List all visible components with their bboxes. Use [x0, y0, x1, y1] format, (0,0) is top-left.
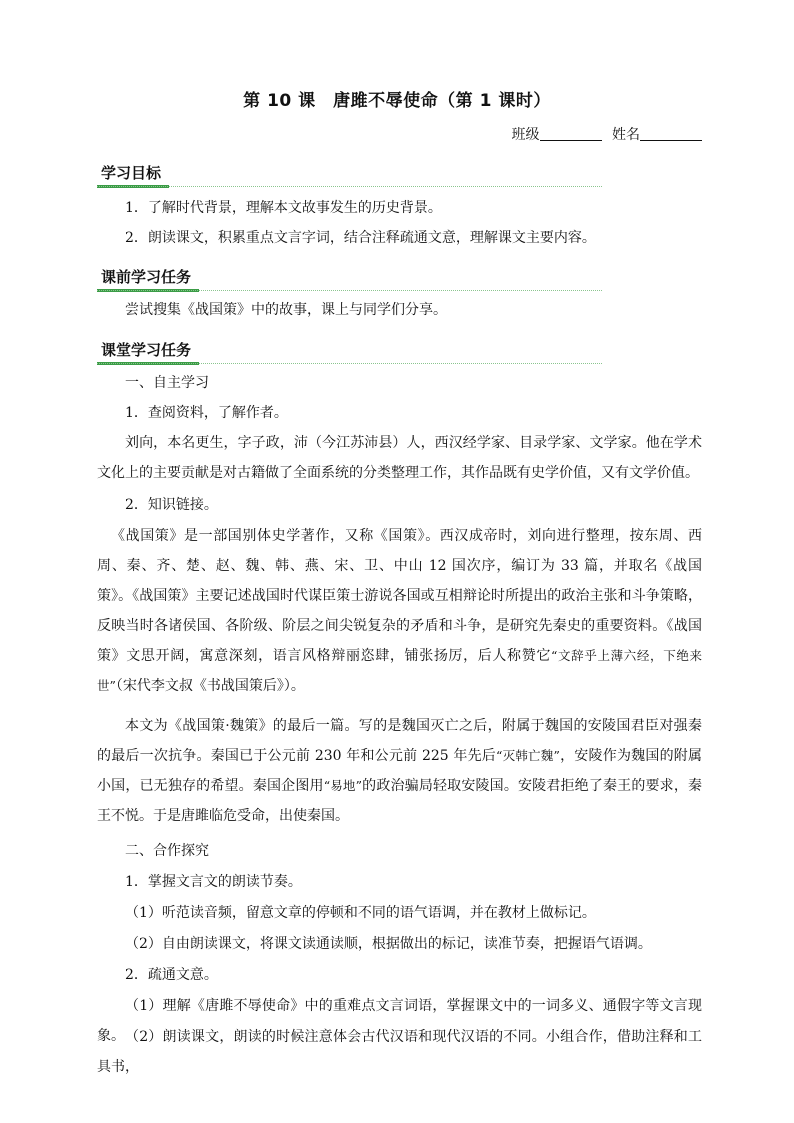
c1-item-b: （2）自由朗读课文，将课文读通读顺，根据做出的标记，读准节奏，把握语气语调。	[125, 936, 652, 952]
goal-item-2: 2．朗读课文，积累重点文言字词，结合注释疏通文意，理解课文主要内容。	[125, 230, 596, 246]
p2-title: 2．知识链接。	[125, 497, 218, 513]
p2-text-b: （宋代李文叔《书战国策后》）。	[115, 678, 305, 694]
section-class-heading: 课堂学习任务	[97, 338, 199, 365]
page-title: 第 10 课 唐雎不辱使命（第 1 课时）	[243, 91, 551, 111]
section-divider	[97, 186, 602, 187]
class-blank	[540, 126, 602, 141]
section-goals	[97, 161, 602, 187]
c2-item-a: （1）理解《唐雎不辱使命》中的重难点文言词语，掌握课文中的一词多义、通假字等文言现象。	[97, 998, 702, 1044]
p1-title: 1．查阅资料，了解作者。	[125, 405, 288, 421]
part1-heading: 一、自主学习	[125, 375, 209, 391]
c1-item-a: （1）听范读音频，留意文章的停顿和不同的语气语调，并在教材上做标记。	[125, 905, 596, 921]
goal-item-1: 1．了解时代背景，理解本文故事发生的历史背景。	[125, 200, 442, 216]
p3-text	[97, 711, 702, 831]
c2-item-b: （2）朗读课文，朗读的时候注意体会古代汉语和现代汉语的不同。小组合作，借助注释和工具书，	[97, 1029, 702, 1075]
p3-text-c: 的政治骗局轻取安陵国。安陵君拒绝了秦王的要求，秦王不悦。于是唐雎临危受命，出使秦国。	[97, 778, 703, 824]
name-label: 姓名	[612, 127, 640, 143]
c2-title: 2．疏通文意。	[125, 967, 218, 983]
class-label: 班级	[511, 127, 540, 143]
section-pre	[97, 265, 602, 291]
p3-text-a: 本文为《战国策·魏策》的最后一篇。写的是魏国灭亡之后，附属于魏国的安陵国君臣对强秦的最后一次抗争。秦国已于公元前 230 年和公元前 225 年先后	[97, 718, 702, 764]
section-pre-heading: 课前学习任务	[97, 265, 199, 292]
pre-task-text: 尝试搜集《战国策》中的故事，课上与同学们分享。	[125, 302, 447, 318]
section-goals-heading: 学习目标	[97, 161, 169, 188]
p2-quote: “文辞乎上薄六经，下绝来世”	[97, 648, 702, 693]
class-name-line	[512, 124, 702, 144]
name-blank	[640, 126, 702, 141]
section-divider	[97, 363, 602, 364]
p3-quote-2: “易地”	[323, 778, 362, 793]
section-class	[97, 338, 602, 364]
p1-text: 刘向，本名更生，字子政，沛（今江苏沛县）人，西汉经学家、目录学家、文学家。他在学术文化上的主要贡献是对古籍做了全面系统的分类整理工作，其作品既有史学价值，又有文学价值。	[97, 435, 702, 481]
part2-heading: 二、合作探究	[125, 843, 209, 859]
c1-title: 1．掌握文言文的朗读节奏。	[125, 874, 302, 890]
p3-text-b: ，安陵作为魏国的附属小国，已无独存的希望。秦国企图用	[97, 748, 703, 794]
p3-quote-1: “灭韩亡魏”	[496, 748, 560, 763]
p2-text-a: 《战国策》是一部国别体史学著作，又称《国策》。西汉成帝时，刘向进行整理，按东周、西周、秦、齐、楚、赵、魏、韩、燕、宋、卫、中山 12 国次序，编订为 33 篇，并取名《战国策》。《战国策》主要记述战国时代谋臣策士游说各国或互相辩论时所提出的政治主张和斗争策略，反映当时各诸侯国、各阶级、阶层之间尖锐复杂的矛盾和斗争，是研究先秦史的重要资料。《战国策》文思开阔，寓意深刻，语言风格辩丽恣肆，铺张扬厉，后人称赞它	[97, 528, 702, 664]
p2-text	[97, 521, 702, 701]
section-divider	[97, 290, 602, 291]
